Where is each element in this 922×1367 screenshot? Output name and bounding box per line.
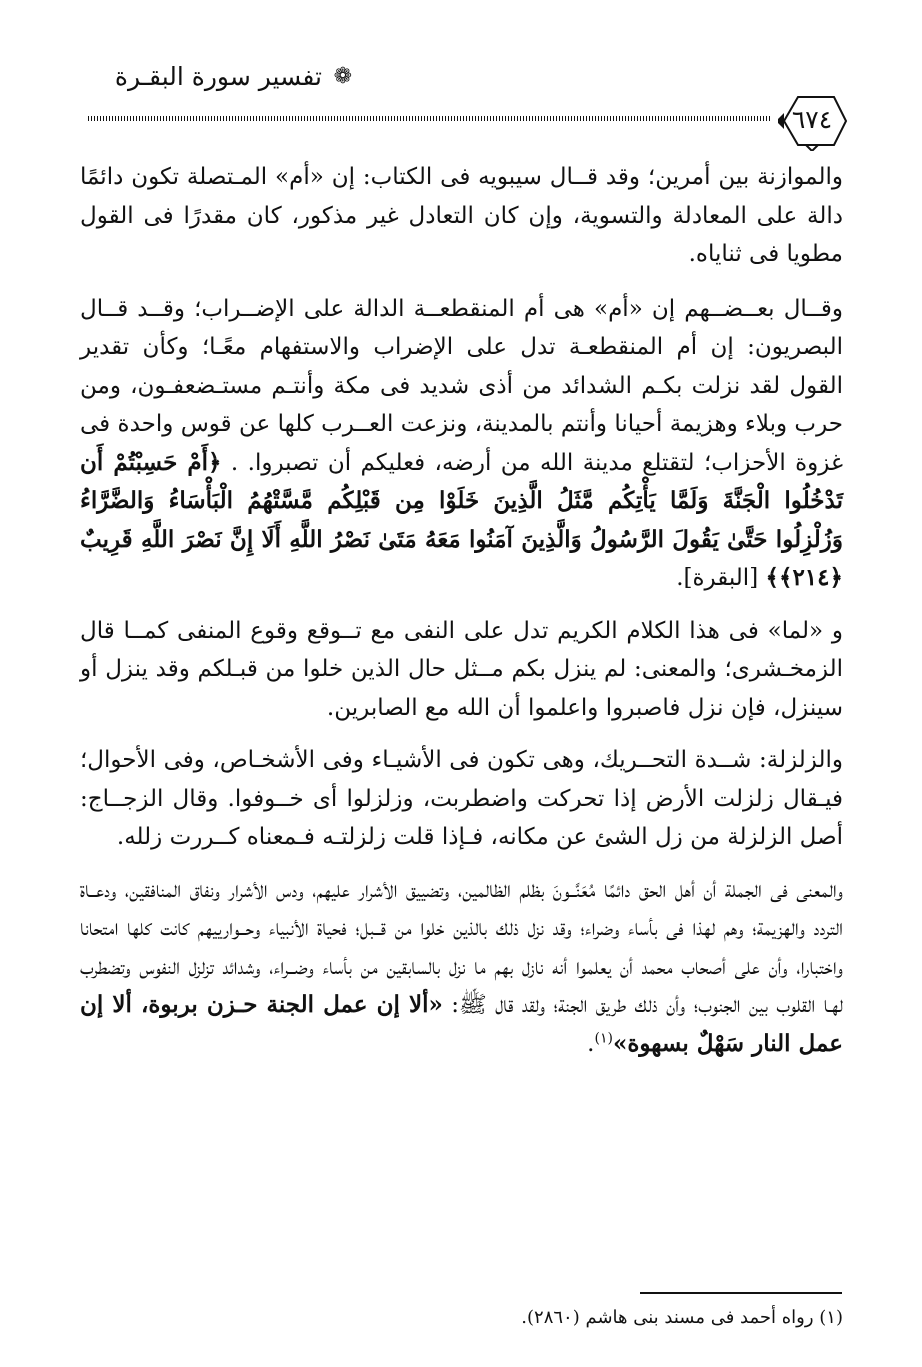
paragraph-2 — [80, 290, 843, 598]
paragraph-3: و «لما» فى هذا الكلام الكريم تدل على النفى مع تــوقع وقوع المنفى كمــا قال الزمخـشرى؛ والمعنى: لم ينزل بكم مــثل حال الذين خلوا من قبـلكم وقد ينزل أو سينزل، فإن نزل فاصبروا واعلموا أن الله مع الصابرين. — [80, 617, 843, 721]
running-title: تفسير سورة البقـرة — [114, 62, 322, 91]
paragraph-5-end: . — [587, 1030, 595, 1057]
footnote: (١) رواه أحمد فى مسند بنى هاشم (٢٨٦٠). — [521, 1307, 843, 1328]
hadith-quote: «ألا إن عمل الجنة حـزن بربوة، ألا إن عمل النار سَهْلٌ بسهوة» — [80, 991, 843, 1057]
header-rule — [88, 116, 770, 121]
verse-reference: [البقرة]. — [676, 565, 759, 591]
ornament-icon: ❁ — [333, 64, 352, 89]
paragraph-5-text: والمعنى فى الجملة أن أهل الحق دائمًا مُعَنَّــونَ بظلم الظالمين، وتضييق الأشرار عليهم، ودس الأشرار ونفاق المنافقين، ودعــاة التردد والهزيمة؛ وهم لهذا فى بأساء وضراء؛ وقد نزل ذلك بالذين خلوا من قــبل؛ فحياة الأنبياء وحــوارييهم كانت كلها امتحانا واختبارا، وأن على أصحاب محمد أن يعلموا أنه نازل بهم ما نزل بالسابقين من بأساء وضــراء، وشدائد تزلزل النفوس وتضطرب لهـا القلوب بين الجنوب؛ وأن ذلك طريق الجنة؛ ولقد قال ﷺ: — [80, 876, 844, 1018]
paragraph-5 — [80, 871, 843, 1064]
page-number: ٦٧٤ — [791, 105, 833, 134]
quran-verse: ﴿أَمْ حَسِبْتُمْ أَن تَدْخُلُوا الْجَنَّةَ وَلَمَّا يَأْتِكُم مَّثَلُ الَّذِينَ خَلَوْا مِن قَبْلِكُم مَّسَّتْهُمُ الْبَأْسَاءُ وَالضَّرَّاءُ وَزُلْزِلُوا حَتَّىٰ يَقُولَ الرَّسُولُ وَالَّذِينَ آمَنُوا مَعَهُ مَتَىٰ نَصْرُ اللَّهِ أَلَا إِنَّ نَصْرَ اللَّهِ قَرِيبٌ ﴿٢١٤﴾﴾ — [80, 448, 843, 591]
footnote-rule — [640, 1292, 842, 1294]
body-text — [80, 158, 843, 1077]
page-number-badge — [776, 91, 848, 151]
paragraph-1: والموازنة بين أمرين؛ وقد قــال سيبويه فى الكتاب: إن «أم» المـتصلة تكون دائمًا دالة على المعادلة والتسوية، وإن كان التعادل غير مذكور، كان مقدرًا فى القول مطويا فى ثناياه. — [80, 164, 843, 267]
footnote-marker: (١) — [594, 1029, 613, 1046]
paragraph-2-text: وقــال بعــضــهم إن «أم» هى أم المنقطعــة الدالة على الإضــراب؛ وقــد قــال البصريون: إن أم المنقطعـة تدل على الإضراب والاستفهام معًـا؛ وكأن تقدير القول لقد نزلت بكـم الشدائد من أذى شديد فى مكة وأنتـم مستـضعفـون، ومن حرب وبلاء وهزيمة أحيانا وأنتم بالمدينة، ونزعت العــرب كلها عن قوس واحدة فى غزوة الأحزاب؛ لتقتلع مدينة الله من أرضه، فعليكم أن تصبروا. . — [80, 295, 844, 476]
paragraph-4: والزلزلة: شــدة التحــريك، وهى تكون فى الأشيـاء وفى الأشخـاص، وفى الأحوال؛ فيـقال زلزلت الأرض إذا تحركت واضطربت، وزلزلوا أى خــوفوا. وقال الزجــاج: أصل الزلزلة من زل الشئ عن مكانه، فـإذا قلت زلزلتـه فـمعناه كــررت زلله. — [80, 747, 843, 850]
